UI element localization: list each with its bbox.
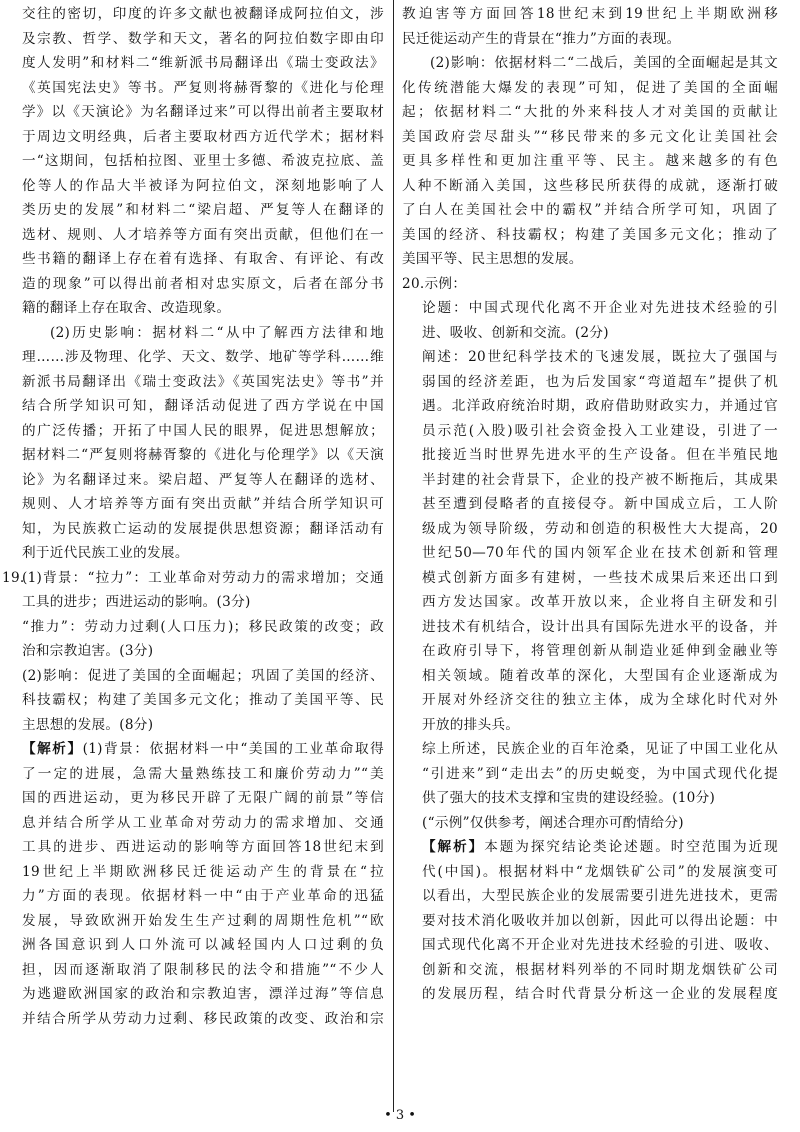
question-number: 19.	[2, 569, 25, 586]
text-line: (2)历史影响：据材料二“从中了解西方法律和地	[50, 324, 384, 341]
text-line: 半封建的社会背景下，企业的投产被不断拖后，其成果	[422, 471, 778, 488]
text-line: 科技霸权；构建了美国多元文化；推动了美国平等、民	[22, 692, 384, 708]
text-line: 以看出，大型民族企业的发展需要引进先进技术，更需	[422, 888, 778, 904]
text-line: 批接近当时世界先进水平的生产设备。但在半殖民地	[422, 447, 778, 463]
text-line: 伦等人的作品大半被译为阿拉伯文，深刻地影响了人	[22, 177, 384, 194]
text-line: 美国的经济、科技霸权；构建了美国多元文化；推动了	[402, 226, 778, 243]
text-line: 并结合所学从劳动力过剩、移民政策的改变、政治和宗	[22, 1010, 384, 1027]
text-line: 造的现象”可以得出前者相对忠实原文，后者在部分书	[22, 275, 384, 292]
text-line: 选材、规则、人才培养等方面有突出贡献，但他们在一	[22, 226, 384, 243]
text-line: (2)影响：依据材料二“二战后，美国的全面崛起是其文	[430, 55, 778, 71]
analysis-line	[2, 737, 384, 762]
text-line: 据材料二“严复则将赫胥黎的《进化与伦理学》以《天演	[22, 447, 384, 463]
text-line: 供了强大的技术支撑和宝贵的建设经验。(10分)	[422, 790, 716, 806]
text-line: “推力”：劳动力过剩(人口压力)；移民政策的改变；政	[22, 618, 384, 635]
text-line: 了一定的进展，急需大量熟练技工和廉价劳动力”“美	[22, 765, 384, 782]
text-line: 发展，导致欧洲开始发生生产过剩的周期性危机”“欧	[22, 912, 384, 929]
text-line: 理……涉及物理、化学、天文、数学、地矿等学科……维	[22, 349, 384, 365]
text-line: 级成为领导阶级，劳动和创造的积极性大大提高，20	[422, 520, 778, 537]
text-line: 模式创新方面多有建树，一些技术成果后来还出口到	[422, 569, 778, 586]
analysis-line	[402, 835, 778, 860]
text-line: 新派书局翻译出《瑞士变政法》《英国宪法史》等书”并	[22, 373, 384, 390]
text-line: 起；依据材料二“大批的外来科技人才对美国的贡献让	[402, 104, 778, 120]
text-line: 开展对外经济交往的独立主体，成为全球化时代对外	[422, 692, 778, 708]
text-line: 治和宗教迫害。(3分)	[22, 643, 154, 659]
text-line: 美国平等、民主思想的发展。	[402, 251, 583, 267]
text-line: 美国政府尝尽甜头”“移民带来的多元文化让美国社会	[402, 128, 778, 145]
page-number: • 3 •	[384, 1108, 416, 1123]
text-line: 类历史的发展”和材料二“梁启超、严复等人在翻译的	[22, 202, 384, 218]
question-19-line	[2, 566, 384, 591]
text-line: 论题：中国式现代化离不开企业对先进技术经验的引	[422, 300, 778, 316]
text-line: 担，因而逐渐取消了限制移民的法令和措施”“不少人	[22, 961, 384, 978]
text-line: 示例：	[424, 275, 467, 292]
text-line: 弱国的经济差距，也为后发国家“弯道超车”提供了机	[422, 373, 778, 390]
text-line: 规则、人才培养等方面有突出贡献”并结合所学知识可	[22, 496, 384, 512]
text-line: (2)影响：促进了美国的全面崛起；巩固了美国的经济、	[22, 667, 384, 684]
text-line: 籍的翻译上存在取舍、改造现象。	[22, 300, 231, 316]
text-line: 国的西进运动，更为移民开辟了无限广阔的前景”等信	[22, 790, 384, 806]
question-number: 20.	[402, 275, 425, 292]
text-line: 交往的密切，印度的许多文献也被翻译成阿拉伯文，涉	[22, 6, 384, 22]
text-line: 要对技术消化吸收并加以创新，因此可以得出论题：中	[422, 912, 778, 929]
text-line: 教迫害等方面回答18世纪末到19世纪上半期欧洲移	[402, 6, 778, 22]
text-line: 一“这期间，包括柏拉图、亚里士多德、希波克拉底、盖	[22, 153, 384, 169]
text-line: 更具多样性和更加注重平等、民主。越来越多的有色	[402, 153, 778, 169]
text-line: 国式现代化离不开企业对先进技术经验的引进、吸收、	[422, 937, 778, 953]
text-line: 甚至遭到侵略者的直接侵夺。新中国成立后，工人阶	[422, 496, 778, 512]
question-20-line	[402, 272, 778, 297]
text-line: 代(中国)。根据材料中“龙烟铁矿公司”的发展演变可	[422, 863, 778, 880]
text-line: 度人发明”和材料二“维新派书局翻译出《瑞士变政法》	[22, 55, 384, 71]
text-line: 相关领域。随着改革的深化，大型国有企业逐渐成为	[422, 667, 778, 684]
analysis-tag: 【解析】	[22, 741, 83, 757]
text-line: 些书籍的翻译上存在着有选择、有取舍、有评论、有改	[22, 251, 384, 267]
right-column	[402, 2, 778, 1007]
text-line: 阐述：20世纪科学技术的飞速发展，既拉大了强国与	[422, 349, 778, 365]
text-line: 及宗教、哲学、数学和天文，著名的阿拉伯数字即由印	[22, 30, 384, 47]
text-line: 利于近代民族工业的发展。	[22, 545, 189, 561]
text-line: 民迁徙运动产生的背景在“推力”方面的表现。	[402, 30, 681, 47]
text-line: 员示范(入股)吸引社会资金投入工业建设，引进了一	[422, 422, 778, 439]
text-line: 工具的进步；西进运动的影响。(3分)	[22, 594, 251, 610]
text-line: 化传统潜能大爆发的表现”可知，促进了美国的全面崛	[402, 79, 778, 96]
text-line: 的广泛传播；开拓了中国人民的眼界，促进思想解放；	[22, 422, 384, 439]
text-line: 了白人在美国社会中的霸权”并结合所学可知，巩固了	[402, 202, 778, 218]
text-line: 进、吸收、创新和交流。(2分)	[422, 324, 609, 341]
text-line: 本题为探究结论类论述题。时空范围为近现	[484, 839, 778, 855]
text-line: 开放的排头兵。	[422, 716, 520, 733]
text-line: (1)背景：依据材料一中“美国的工业革命取得	[82, 741, 384, 757]
text-line: 进技术有机结合，设计出具有国际先进水平的设备，并	[422, 618, 778, 635]
text-line: “引进来”到“走出去”的历史蜕变，为中国式现代化提	[422, 765, 778, 782]
text-line: 力”方面的表现。依据材料一中“由于产业革命的迅猛	[22, 888, 384, 904]
text-line: 《英国宪法史》等书。严复则将赫胥黎的《进化与伦理	[22, 79, 384, 96]
text-line: 洲各国意识到人口外流可以减轻国内人口过剩的负	[22, 937, 384, 953]
text-line: 在政府引导下，将管理创新从制造业延伸到金融业等	[422, 643, 778, 659]
analysis-tag: 【解析】	[422, 839, 485, 855]
text-line: 学》以《天演论》为名翻译过来”可以得出前者主要取材	[22, 104, 384, 120]
text-line: 创新和交流，根据材料列举的不同时期龙烟铁矿公司	[422, 961, 778, 978]
text-line: 世纪50—70年代的国内领军企业在技术创新和管理	[422, 545, 778, 561]
text-line: 工具的进步、西进运动的影响等方面回答18世纪末到	[22, 839, 384, 855]
text-line: 主思想的发展。(8分)	[22, 716, 154, 733]
text-line: 遇。北洋政府统治时期，政府借助财政实力，并通过官	[422, 398, 778, 414]
text-line: 西方发达国家。改革开放以来，企业将自主研发和引	[422, 594, 778, 610]
text-line: (“示例”仅供参考，阐述合理亦可酌情给分)	[422, 814, 684, 831]
text-line: 论》为名翻译过来。梁启超、严复等人在翻译的选材、	[22, 471, 384, 488]
text-line: (1)背景：“拉力”：工业革命对劳动力的需求增加；交通	[22, 569, 384, 586]
text-line: 结合所学知识可知，翻译活动促进了西方学说在中国	[22, 398, 384, 414]
text-line: 为逃避欧洲国家的政治和宗教迫害，漂洋过海”等信息	[22, 986, 384, 1002]
text-line: 于周边文明经典，后者主要取材西方近代学术；据材料	[22, 128, 384, 145]
text-line: 知，为民族救亡运动的发展提供思想资源；翻译活动有	[22, 520, 384, 537]
text-line: 息并结合所学从工业革命对劳动力的需求增加、交通	[22, 814, 384, 831]
text-line: 的发展历程，结合时代背景分析这一企业的发展程度	[422, 986, 778, 1002]
left-column	[2, 2, 384, 1031]
column-divider	[393, 0, 394, 1112]
text-line: 综上所述，民族企业的百年沧桑，见证了中国工业化从	[422, 741, 778, 757]
text-line: 19世纪上半期欧洲移民迁徙运动产生的背景在“拉	[22, 863, 384, 880]
text-line: 人种不断涌入美国，这些移民所获得的成就，逐渐打破	[402, 177, 778, 194]
